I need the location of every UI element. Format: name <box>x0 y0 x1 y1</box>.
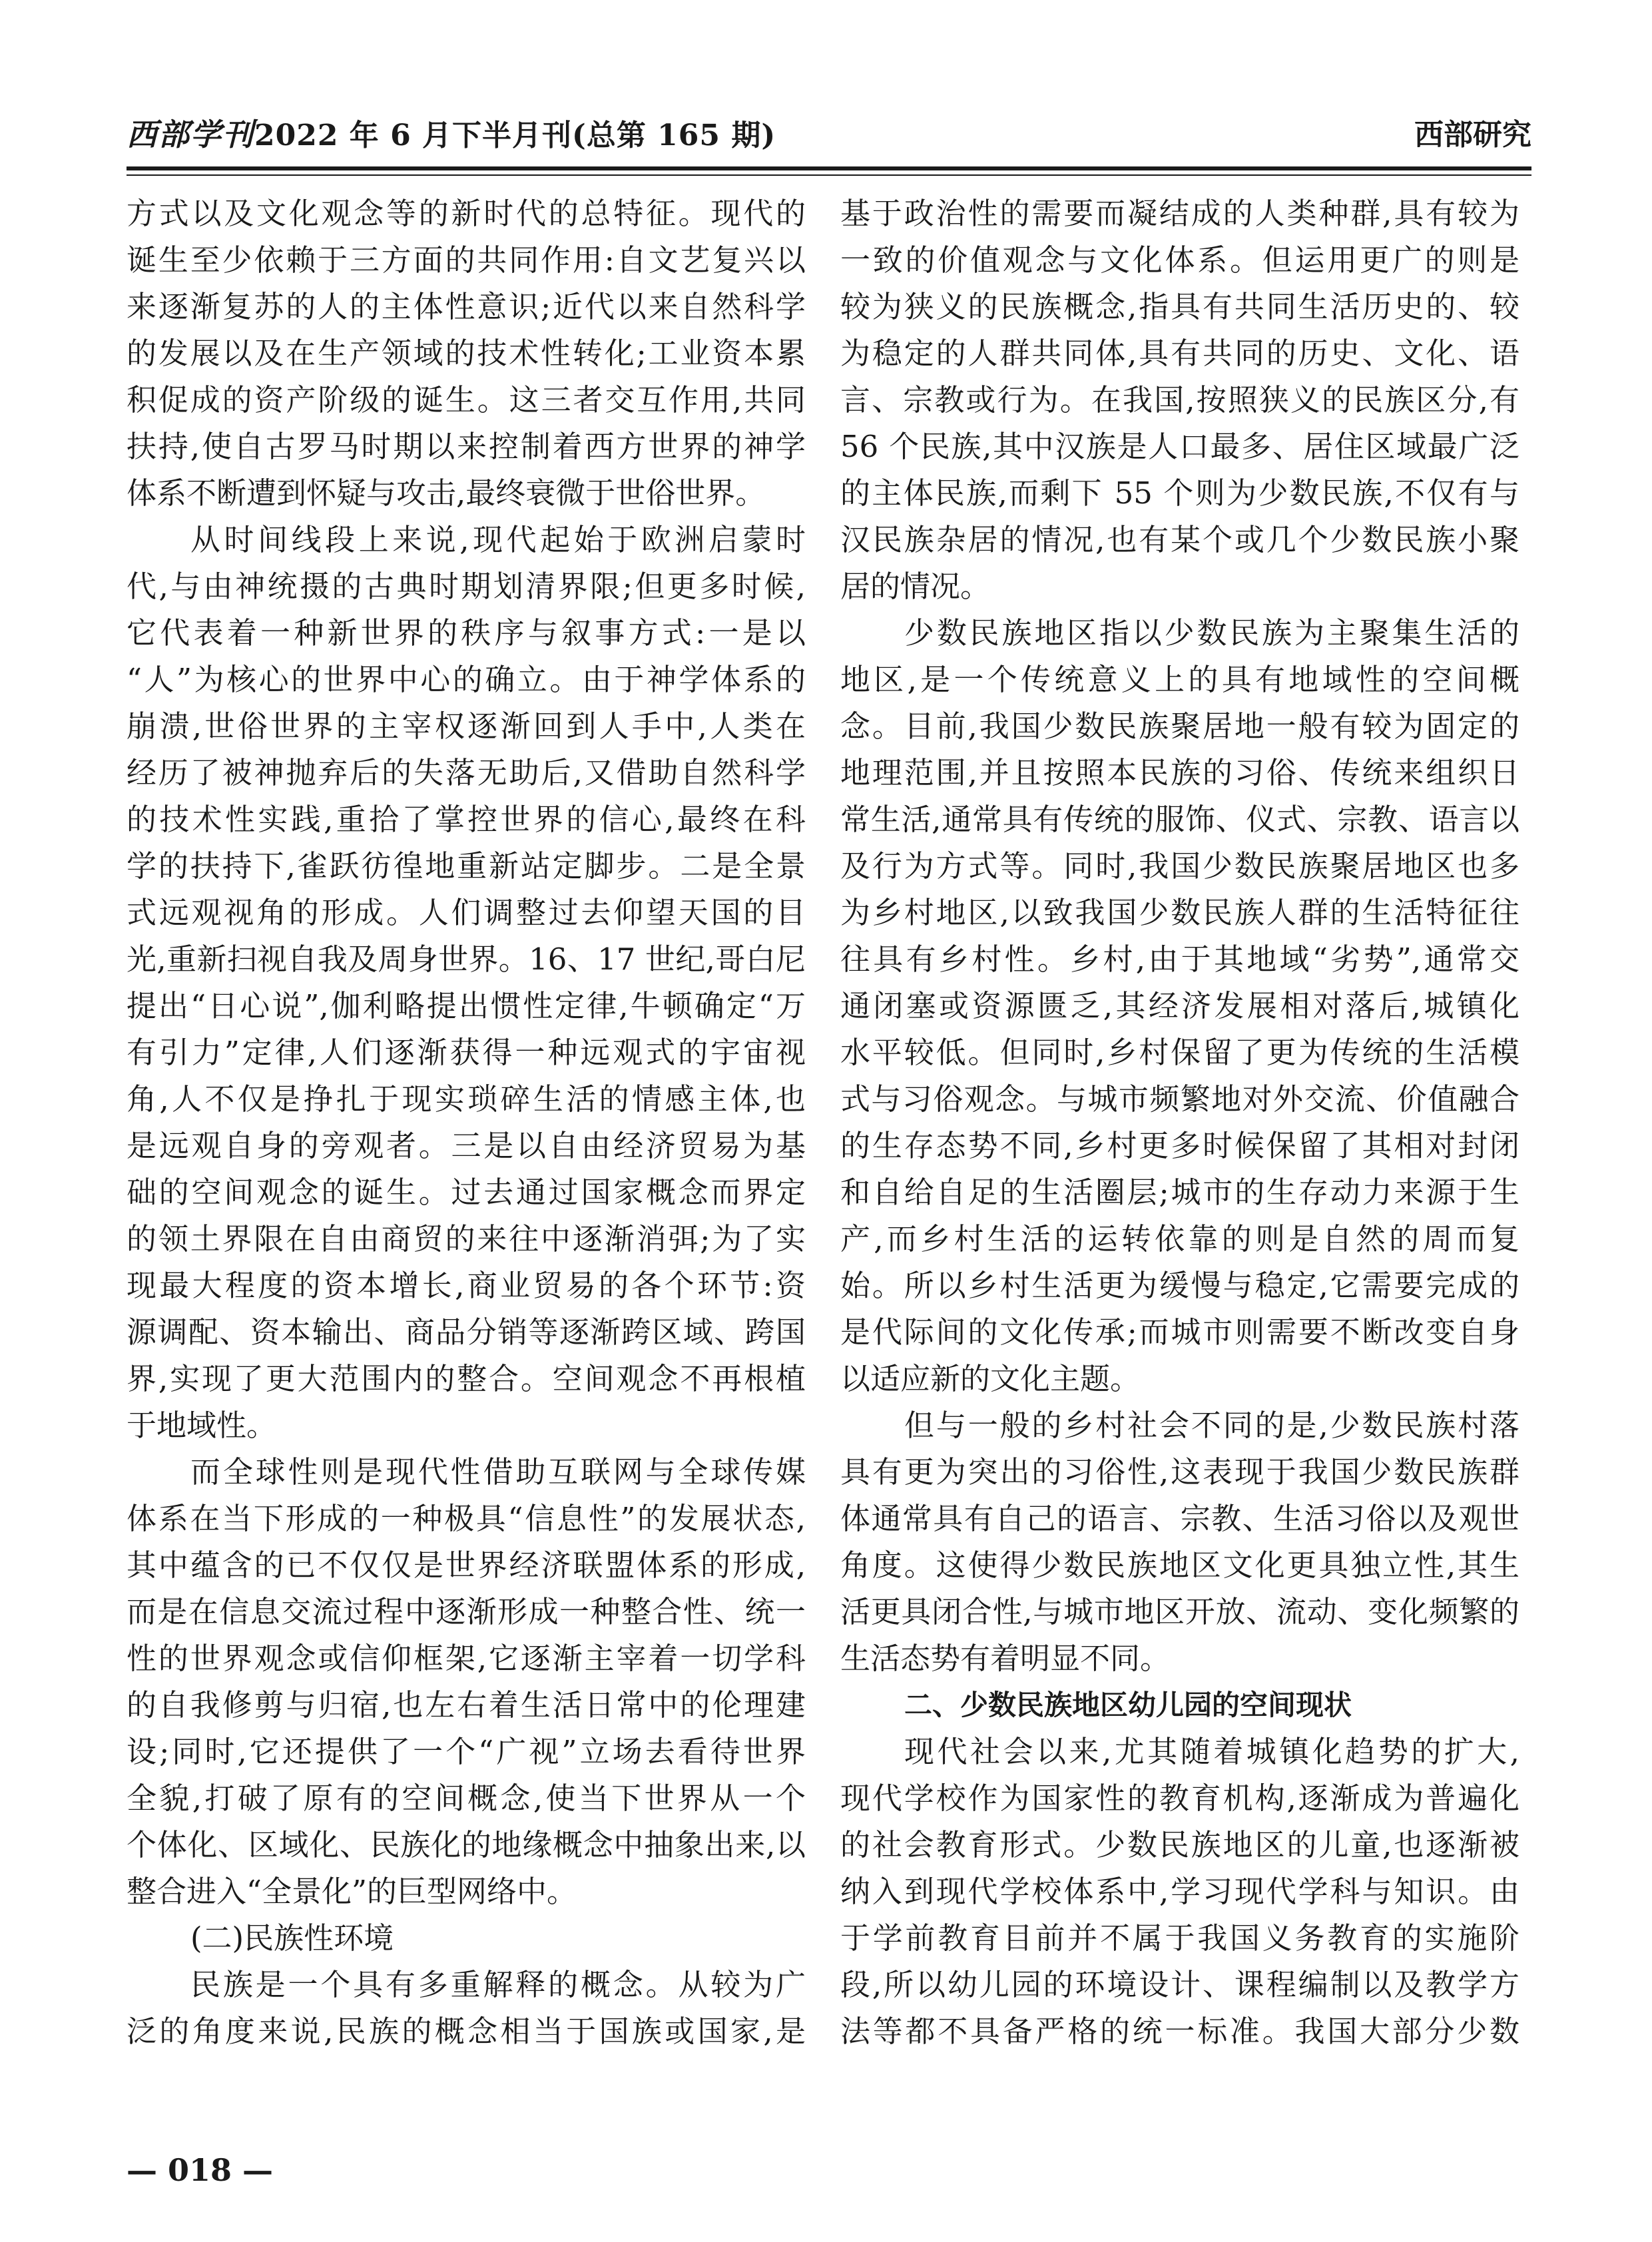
text-line: 具有更为突出的习俗性,这表现于我国少数民族群 <box>840 1454 1519 1490</box>
text-line: 全貌,打破了原有的空间概念,使当下世界从一个 <box>127 1781 806 1816</box>
text-line: 而全球性则是现代性借助互联网与全球传媒 <box>190 1454 806 1490</box>
text-line: 的社会教育形式。少数民族地区的儿童,也逐渐被 <box>840 1827 1519 1862</box>
text-line: 地区,是一个传统意义上的具有地域性的空间概 <box>840 662 1519 697</box>
text-line: 居的情况。 <box>840 569 991 604</box>
text-line: 角,人不仅是挣扎于现实琐碎生活的情感主体,也 <box>127 1081 806 1117</box>
issue-info: 2022 年 6 月下半月刊(总第 165 期) <box>254 119 776 152</box>
text-line: 段,所以幼儿园的环境设计、课程编制以及教学方 <box>840 1967 1519 2002</box>
text-line: 民族是一个具有多重解释的概念。从较为广 <box>190 1967 806 2002</box>
text-line: 它代表着一种新世界的秩序与叙事方式:一是以 <box>127 615 806 651</box>
text-line: 是远观自身的旁观者。三是以自由经济贸易为基 <box>127 1128 806 1163</box>
right-column <box>840 190 1519 2055</box>
text-line: “人”为核心的世界中心的确立。由于神学体系的 <box>127 662 806 697</box>
text-line: 性的世界观念或信仰框架,它逐渐主宰着一切学科 <box>127 1641 806 1676</box>
text-line: 源调配、资本输出、商品分销等逐渐跨区域、跨国 <box>127 1314 806 1350</box>
text-line: 来逐渐复苏的人的主体性意识;近代以来自然科学 <box>127 289 806 324</box>
text-line: 提出“日心说”,伽利略提出惯性定律,牛顿确定“万 <box>127 988 806 1023</box>
running-header <box>127 105 1531 161</box>
left-column <box>127 190 806 2055</box>
text-line: 经历了被神抛弃后的失落无助后,又借助自然科学 <box>127 755 806 790</box>
text-line: 的发展以及在生产领域的技术性转化;工业资本累 <box>127 336 806 371</box>
text-line: 现代社会以来,尤其随着城镇化趋势的扩大, <box>904 1734 1519 1769</box>
text-line: 及行为方式等。同时,我国少数民族聚居地区也多 <box>840 848 1519 884</box>
journal-logo: 西部学刊 <box>127 117 254 152</box>
text-line: 础的空间观念的诞生。过去通过国家概念而界定 <box>127 1175 806 1210</box>
text-line: 现最大程度的资本增长,商业贸易的各个环节:资 <box>127 1268 806 1303</box>
text-line: 言、宗教或行为。在我国,按照狭义的民族区分,有 <box>840 382 1519 418</box>
text-line: 代,与由神统摄的古典时期划清界限;但更多时候, <box>127 569 806 604</box>
text-line: 光,重新扫视自我及周身世界。16、17 世纪,哥白尼 <box>127 942 806 977</box>
text-line: 现代学校作为国家性的教育机构,逐渐成为普遍化 <box>840 1781 1519 1816</box>
text-line: 的主体民族,而剩下 55 个则为少数民族,不仅有与 <box>840 475 1519 511</box>
section-heading: 二、少数民族地区幼儿园的空间现状 <box>904 1689 1352 1721</box>
text-line: 较为狭义的民族概念,指具有共同生活历史的、较 <box>840 289 1519 324</box>
text-line: 的自我修剪与归宿,也左右着生活日常中的伦理建 <box>127 1687 806 1723</box>
page-number: — 018 — <box>127 2152 274 2188</box>
text-line: 式远观视角的形成。人们调整过去仰望天国的目 <box>127 895 806 930</box>
text-line: 一致的价值观念与文化体系。但运用更广的则是 <box>840 242 1519 278</box>
text-line: 积促成的资产阶级的诞生。这三者交互作用,共同 <box>127 382 806 418</box>
text-line: 崩溃,世俗世界的主宰权逐渐回到人手中,人类在 <box>127 708 806 744</box>
text-line: 个体化、区域化、民族化的地缘概念中抽象出来,以 <box>127 1827 806 1862</box>
text-line: 始。所以乡村生活更为缓慢与稳定,它需要完成的 <box>840 1268 1519 1303</box>
text-line: 为乡村地区,以致我国少数民族人群的生活特征往 <box>840 895 1519 930</box>
text-line: 念。目前,我国少数民族聚居地一般有较为固定的 <box>840 708 1519 744</box>
text-line: 少数民族地区指以少数民族为主聚集生活的 <box>904 615 1519 651</box>
text-line: 于地域性。 <box>127 1408 277 1443</box>
text-line: 的领土界限在自由商贸的来往中逐渐消弭;为了实 <box>127 1221 806 1257</box>
text-line: 而是在信息交流过程中逐渐形成一种整合性、统一 <box>127 1594 806 1629</box>
text-line: 的生存态势不同,乡村更多时候保留了其相对封闭 <box>840 1128 1519 1163</box>
text-line: 体系在当下形成的一种极具“信息性”的发展状态, <box>127 1501 806 1536</box>
text-line: 的技术性实践,重拾了掌控世界的信心,最终在科 <box>127 802 806 837</box>
text-line: 纳入到现代学校体系中,学习现代学科与知识。由 <box>840 1874 1519 1909</box>
text-line: 汉民族杂居的情况,也有某个或几个少数民族小聚 <box>840 522 1519 557</box>
text-line: 界,实现了更大范围内的整合。空间观念不再根植 <box>127 1361 806 1396</box>
text-line: 以适应新的文化主题。 <box>840 1361 1141 1396</box>
text-line: 体通常具有自己的语言、宗教、生活习俗以及观世 <box>840 1501 1519 1536</box>
subsection-heading: (二)民族性环境 <box>190 1920 394 1956</box>
text-line: 产,而乡村生活的运转依靠的则是自然的周而复 <box>840 1221 1519 1257</box>
text-line: 是代际间的文化传承;而城市则需要不断改变自身 <box>840 1314 1519 1350</box>
text-line: 体系不断遭到怀疑与攻击,最终衰微于世俗世界。 <box>127 475 766 511</box>
text-line: 生活态势有着明显不同。 <box>840 1641 1171 1676</box>
text-line: 通闭塞或资源匮乏,其经济发展相对落后,城镇化 <box>840 988 1519 1023</box>
text-line: 其中蕴含的已不仅仅是世界经济联盟体系的形成, <box>127 1547 806 1583</box>
section-title: 西部研究 <box>1414 118 1531 152</box>
text-line: 和自给自足的生活圈层;城市的生存动力来源于生 <box>840 1175 1519 1210</box>
text-line: 法等都不具备严格的统一标准。我国大部分少数 <box>840 2014 1519 2049</box>
text-line: 式与习俗观念。与城市频繁地对外交流、价值融合 <box>840 1081 1519 1117</box>
text-line: 泛的角度来说,民族的概念相当于国族或国家,是 <box>127 2014 806 2049</box>
text-line: 角度。这使得少数民族地区文化更具独立性,其生 <box>840 1547 1519 1583</box>
text-line: 常生活,通常具有传统的服饰、仪式、宗教、语言以 <box>840 802 1519 837</box>
text-line: 设;同时,它还提供了一个“广视”立场去看待世界 <box>127 1734 806 1769</box>
text-line: 整合进入“全景化”的巨型网络中。 <box>127 1874 577 1909</box>
text-line: 诞生至少依赖于三方面的共同作用:自文艺复兴以 <box>127 242 806 278</box>
text-line: 往具有乡村性。乡村,由于其地域“劣势”,通常交 <box>840 942 1519 977</box>
text-line: 水平较低。但同时,乡村保留了更为传统的生活模 <box>840 1035 1519 1070</box>
text-line: 于学前教育目前并不属于我国义务教育的实施阶 <box>840 1920 1519 1956</box>
header-rule-thick <box>127 166 1531 170</box>
header-rule-thin <box>127 174 1531 176</box>
header-journal-issue <box>127 111 776 154</box>
text-line: 有引力”定律,人们逐渐获得一种远观式的宇宙视 <box>127 1035 806 1070</box>
text-line: 方式以及文化观念等的新时代的总特征。现代的 <box>127 196 806 231</box>
text-line: 56 个民族,其中汉族是人口最多、居住区域最广泛 <box>840 429 1519 464</box>
text-line: 为稳定的人群共同体,具有共同的历史、文化、语 <box>840 336 1519 371</box>
text-line: 地理范围,并且按照本民族的习俗、传统来组织日 <box>840 755 1519 790</box>
text-line: 学的扶持下,雀跃彷徨地重新站定脚步。二是全景 <box>127 848 806 884</box>
text-line: 从时间线段上来说,现代起始于欧洲启蒙时 <box>190 522 806 557</box>
text-line: 活更具闭合性,与城市地区开放、流动、变化频繁的 <box>840 1594 1519 1629</box>
text-line: 但与一般的乡村社会不同的是,少数民族村落 <box>904 1408 1519 1443</box>
text-line: 基于政治性的需要而凝结成的人类种群,具有较为 <box>840 196 1519 231</box>
text-line: 扶持,使自古罗马时期以来控制着西方世界的神学 <box>127 429 806 464</box>
